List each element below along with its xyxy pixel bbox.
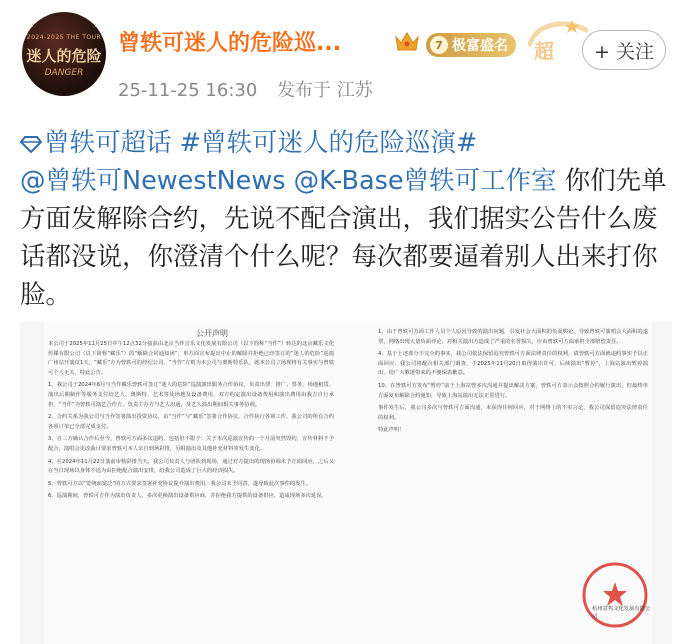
document-left-column <box>48 340 334 505</box>
avatar[interactable] <box>22 12 106 96</box>
post-content <box>20 124 672 314</box>
doc-paragraph: 3、自三方确认合作后至今，曾轶可方面多次违约，包括但不限于：关于本次巡演宣传的一个月前突然毁约，宣传材料不予配合，演唱会更改曲目要求曾轶可本人亲自到场彩排，另附演出及其他补充材料等发生变化。 <box>48 436 334 452</box>
document-signature: 杭州意隽文化发展有限公司 <box>592 606 651 620</box>
doc-paragraph: 10、在曾轶可方发布“暂停”前于上海站曾多次沟通并提出解决方案，曾轶可方表示会按照合约履行演出，但最终单方面发布解除合约通知，导致上海站演出无法正常进行。 <box>378 382 648 399</box>
statement-document <box>44 322 652 644</box>
document-title: 公开声明 <box>196 329 228 338</box>
post-body-text: 你们先单方面发解除合约，先说不配合演出，我们据实公告什么废话都没说，你澄清个什么呢？每次都要逼着别人出来打你脸。 <box>20 166 667 310</box>
post-date: 25-11-25 16:30 <box>118 80 258 101</box>
author-name[interactable]: 曾轶可迷人的危险巡... <box>118 31 342 56</box>
badge-level: 7 <box>430 36 448 54</box>
doc-paragraph: 4、基于上述部分不完全的事实，我公司依法保留追究曾轶可方面法律责任的权利，请曾轶可方面就违约事实予以正面回应，我公司将配合相关部门调查，于2025年11月20日取得演出许可，后续演出“暂停”，上海站演出暂停演出，给广大歌迷带来的不便深表歉意。 <box>378 351 648 377</box>
doc-paragraph: 特此声明！ <box>378 427 405 434</box>
doc-paragraph: 事件发生后，我公司多次与曾轶可方面沟通，未获得任何回应，对于网络上的不实言论，我公司保留追究法律责任的权利。 <box>378 405 648 421</box>
badge-text: 极富盛名 <box>452 38 508 54</box>
doc-paragraph: 1、我公司于2024年6月与当作藏乐曾轶可签订“迷人的危险”巡演演出服务合作协议，负责出票、推广、票务、场地租赁、演出后期制作等服务支付给艺人、奥斯特、艺术等及场地及设备费用，双方约定演出设备费用和演出费用由我方自行承担，“当作”为曾轶可演艺合作方，负责主办方与艺人沟通，及艺人演出期间相关事务协调。 <box>48 382 334 408</box>
document-right-column <box>378 328 648 439</box>
mention-kbase[interactable]: @K-Base曾轶可工作室 <box>293 166 557 196</box>
diamond-icon <box>20 135 42 153</box>
avatar-tour-text: 2024-2025 THE TOUR <box>26 34 102 41</box>
crown-icon <box>394 30 420 54</box>
fame-badge <box>426 33 516 57</box>
doc-paragraph: 1、由于曾轶可方面工作人员个人原因导致的演出问题，引发社会大面积的负面舆论，导致曾轶可演唱会大面积的退票，网络出现大量负面评论，对相关演出方造成了严重的名誉损失，应由曾轶可方面承担全部赔偿责任。 <box>378 329 648 345</box>
avatar-title-text: 迷人的危险 <box>26 47 102 65</box>
chaohua-text: 曾轶可超话 <box>44 128 172 158</box>
doc-paragraph: 4、在2024年11月22日演前审核彩排当天，我公司负责人与团队到现场，通过对方提出的现场协调未予正面回应，之后又在当日现场以身体不适为由拒绝配合演出安排，给我公司造成了巨大的经济损失。 <box>48 458 334 475</box>
avatar-danger-text: DANGER <box>44 68 84 78</box>
post-meta <box>118 76 373 102</box>
chaohua-link[interactable] <box>20 128 172 158</box>
hashtag-link[interactable]: #曾轶可迷人的危险巡演# <box>179 128 478 158</box>
doc-paragraph: 2、合约关系为我公司与当作签署演出投资协议，由“当作”与“藏乐”签署合作协议，合作执行各项工作，我公司的所有合约各项订单已全部完成支付。 <box>48 414 334 430</box>
attached-image[interactable] <box>20 322 672 644</box>
doc-paragraph: 本公司于2025年11月25日中午12点32分接获由北京当作音乐文化发展有限公司（以下简称“当作”）转达的北京藏乐文化传媒有限公司（以下简称“藏乐”）的“解除合同通知函”，单方面宣布提出中止的解除并拒绝已经签订的“迷人的危险”巡演广州站开演仅1天，“藏乐”方为曾轶可的经纪公司，“当作”方则为本公司与奥斯特乐队，就本公司立场现将有关事实与曾轶可个人无关，特此公告。 <box>48 341 334 376</box>
doc-paragraph: 5、曾轶可方以“笼统而宽泛”的方式要求签署补充协议提升演出费用，我公司未予同意，遂导致此次事件的发生。 <box>48 480 312 487</box>
super-label: 超 <box>534 39 554 63</box>
follow-button[interactable]: + 关注 <box>582 30 666 70</box>
doc-paragraph: 6、巡演期间，曾轶可方作为演出负责人，多次更换演出设备供应商，并拒绝我方提供的设备供应，造成现场多次延误。 <box>48 493 327 500</box>
mention-newestnews[interactable]: @曾轶可NewestNews <box>20 166 286 196</box>
post-location: 发布于 江苏 <box>277 80 373 101</box>
